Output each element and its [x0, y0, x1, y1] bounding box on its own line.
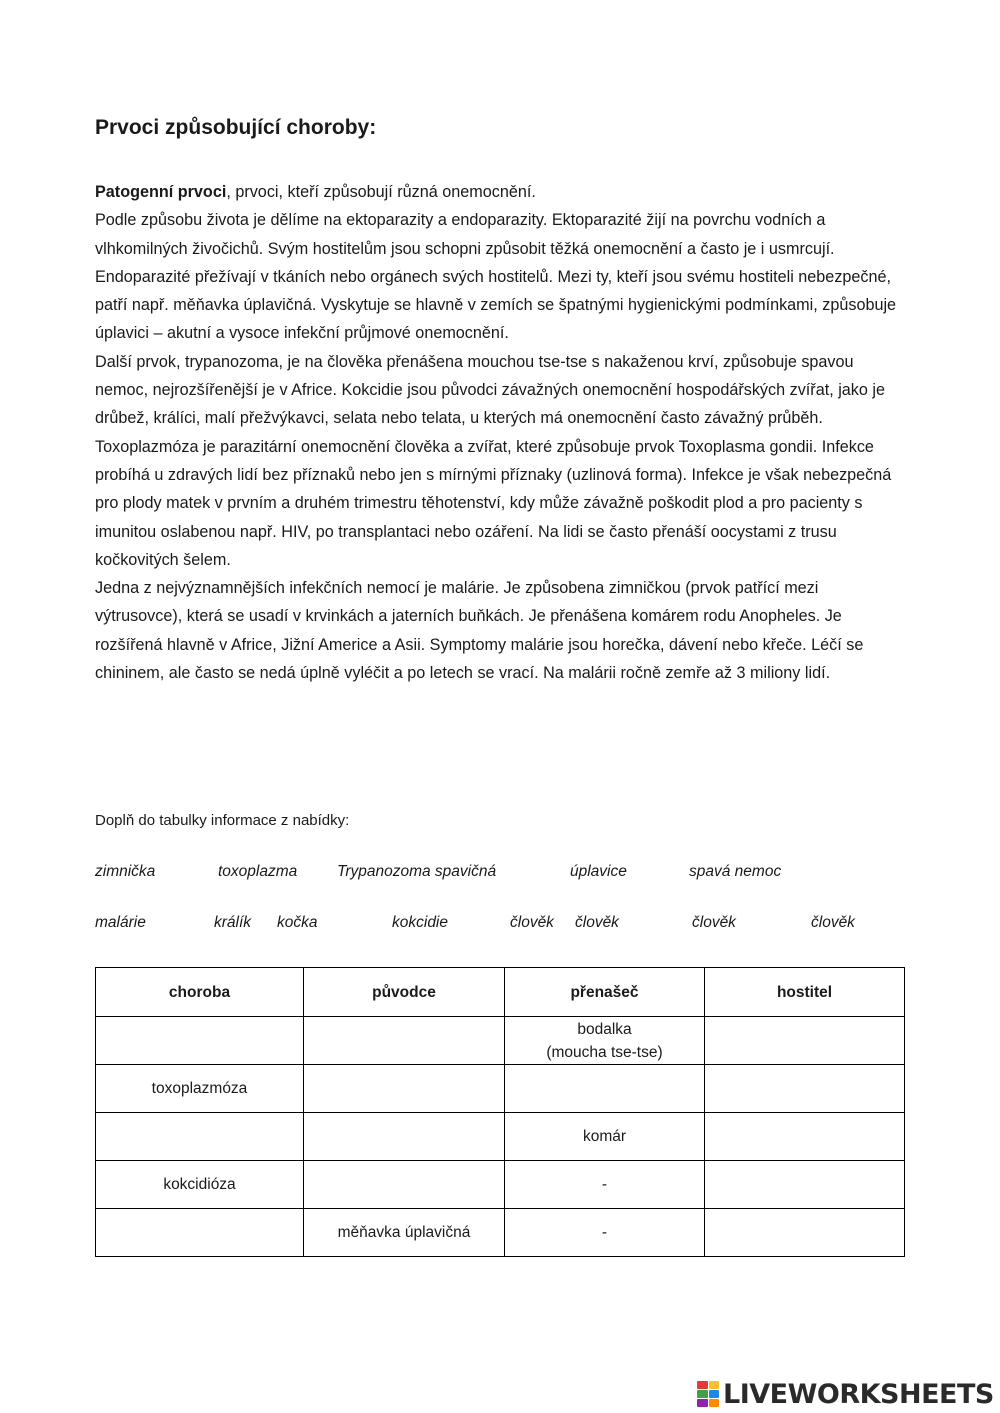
paragraph-trypanosoma: Další prvok, trypanozoma, je na člověka přenášena mouchou tse-tse s nakaženou krví, způsobuje spavou nemoc, nejrozšířenější je v Africe. Kokcidie jsou původci závažných onemocnění hospodářských zvířat, jako je drůbež, králíci, malí přežvýkavci, selata nebo telata, u kterých má onemocnění často závažný průběh.: [95, 352, 885, 428]
word-bank-row-2: [0, 914, 1000, 938]
table-cell-disease: kokcidióza: [96, 1161, 304, 1209]
word-bank-item[interactable]: králík: [214, 914, 252, 931]
word-bank-row-1: [0, 863, 1000, 887]
word-bank-item[interactable]: kočka: [277, 914, 318, 931]
logo-text: LIVEWORKSHEETS: [723, 1378, 994, 1410]
word-bank-item[interactable]: člověk: [575, 914, 619, 931]
word-bank-item[interactable]: člověk: [692, 914, 736, 931]
answer-cell-cause[interactable]: [304, 1161, 505, 1209]
table-body: [96, 1017, 905, 1257]
table-row: [96, 1161, 905, 1209]
answer-cell-disease[interactable]: [96, 1113, 304, 1161]
article-body: [95, 178, 910, 687]
liveworksheets-logo-icon: [697, 1381, 719, 1407]
word-bank-item[interactable]: úplavice: [570, 863, 627, 880]
answer-cell-cause[interactable]: [304, 1113, 505, 1161]
table-cell-vector: -: [505, 1209, 705, 1257]
intro-bold-term: Patogenní prvoci: [95, 183, 227, 201]
liveworksheets-logo: [697, 1378, 994, 1410]
word-bank-item[interactable]: člověk: [510, 914, 554, 931]
word-bank-item[interactable]: kokcidie: [392, 914, 448, 931]
header-vector: přenašeč: [505, 968, 705, 1017]
intro-paragraph: [95, 178, 910, 206]
answer-table: [95, 967, 905, 1257]
answer-cell-disease[interactable]: [96, 1017, 304, 1065]
answer-cell-host[interactable]: [705, 1113, 905, 1161]
answer-cell-cause[interactable]: [304, 1017, 505, 1065]
paragraph-toxoplasmosis: Toxoplazmóza je parazitární onemocnění člověka a zvířat, které způsobuje prvok Toxoplasma gondii. Infekce probíhá u zdravých lidí bez příznaků nebo jen s mírnými příznaky (uzlinová forma). Infekce je však nebezpečná pro plody matek v prvním a druhém trimestru těhotenství, kdy může závažně poškodit plod a pro pacienty s imunitou oslabenou např. HIV, po transplantaci nebo ozáření. Na lidi se často přenáší oocystami z trusu kočkovitých šelem.: [95, 437, 892, 569]
header-disease: choroba: [96, 968, 304, 1017]
page-title: Prvoci způsobující choroby:: [95, 116, 377, 139]
answer-cell-host[interactable]: [705, 1065, 905, 1113]
table-row: [96, 1065, 905, 1113]
paragraph-parasites: Podle způsobu života je dělíme na ektoparazity a endoparazity. Ektoparazité žijí na povrchu vodních a vlhkomilných živočichů. Svým hostitelům jsou schopni způsobit těžká onemocnění a často je i usmrcují. Endoparazité přežívají v tkáních nebo orgánech svých hostitelů. Mezi ty, kteří jsou svému hostiteli nebezpečné, patří např. měňavka úplavičná. Vyskytuje se hlavně v zemích se špatnými hygienickými podmínkami, způsobuje úplavici – akutní a vysoce infekční průjmové onemocnění.: [95, 211, 897, 343]
paragraph-malaria: Jedna z nejvýznamnějších infekčních nemocí je malárie. Je způsobena zimničkou (prvok patřící mezi výtrusovce), která se usadí v krvinkách a jaterních buňkách. Je přenášena komárem rodu Anopheles. Je rozšířená hlavně v Africe, Jižní Americe a Asii. Symptomy malárie jsou horečka, dávení nebo křeče. Léčí se chininem, ale často se nedá úplně vyléčit a po letech se vrací. Na malárii ročně zemře až 3 miliony lidí.: [95, 579, 864, 683]
word-bank-item[interactable]: toxoplazma: [218, 863, 298, 880]
table-row: [96, 1017, 905, 1065]
word-bank-item[interactable]: malárie: [95, 914, 146, 931]
instruction-text: Doplň do tabulky informace z nabídky:: [95, 812, 350, 829]
word-bank-item[interactable]: zimnička: [95, 863, 156, 880]
table-row: [96, 1113, 905, 1161]
answer-cell-cause[interactable]: [304, 1065, 505, 1113]
answer-cell-host[interactable]: [705, 1209, 905, 1257]
header-host: hostitel: [705, 968, 905, 1017]
table-cell-vector: bodalka (moucha tse-tse): [505, 1017, 705, 1065]
table-cell-vector: -: [505, 1161, 705, 1209]
answer-cell-vector[interactable]: [505, 1065, 705, 1113]
answer-cell-host[interactable]: [705, 1017, 905, 1065]
table-header-row: [96, 968, 905, 1017]
answer-cell-host[interactable]: [705, 1161, 905, 1209]
word-bank-item[interactable]: člověk: [811, 914, 855, 931]
table-cell-vector: komár: [505, 1113, 705, 1161]
table-row: [96, 1209, 905, 1257]
table-cell-cause: měňavka úplavičná: [304, 1209, 505, 1257]
header-cause: původce: [304, 968, 505, 1017]
word-bank-item[interactable]: Trypanozoma spavičná: [337, 863, 497, 880]
answer-cell-disease[interactable]: [96, 1209, 304, 1257]
intro-rest: , prvoci, kteří způsobují různá onemocnění.: [226, 183, 536, 201]
word-bank-item[interactable]: spavá nemoc: [689, 863, 782, 880]
table-cell-disease: toxoplazmóza: [96, 1065, 304, 1113]
